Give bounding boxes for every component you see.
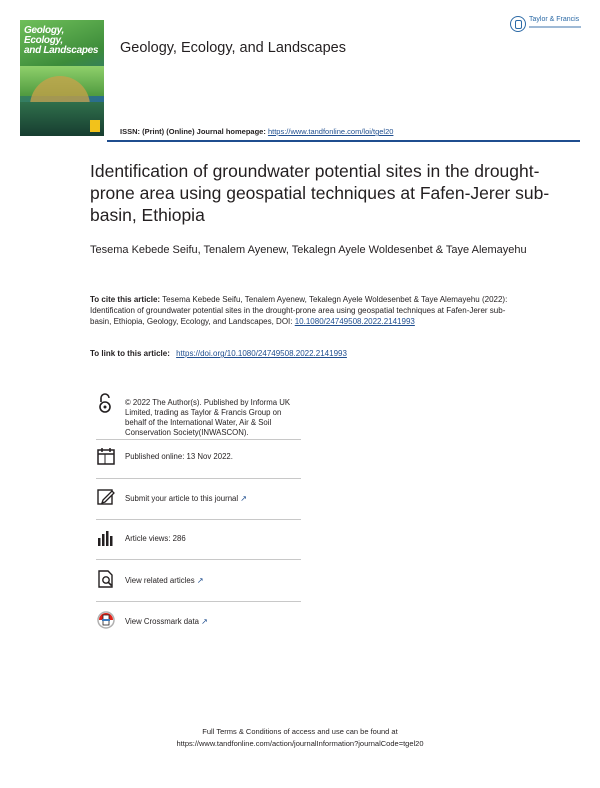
issn-label: ISSN: (Print) (Online) Journal homepage:: [120, 127, 266, 136]
document-search-icon: [96, 569, 116, 589]
open-lock-icon: [96, 393, 116, 413]
citation-label: To cite this article:: [90, 295, 161, 304]
cover-publisher-mark: [90, 120, 100, 132]
article-link-label: To link to this article:: [90, 349, 170, 358]
external-link-icon: ↗: [196, 576, 204, 585]
submit-article-label[interactable]: Submit your article to this journal: [125, 494, 239, 503]
citation-block: [90, 294, 520, 327]
info-divider: [96, 439, 301, 440]
edit-pencil-icon: [96, 487, 116, 507]
article-link-line: [90, 349, 347, 358]
footer-terms-url[interactable]: https://www.tandfonline.com/action/journalInformation?journalCode=tgel20: [176, 739, 424, 748]
taylor-francis-logo: [510, 14, 586, 40]
article-doi-url[interactable]: https://doi.org/10.1080/24749508.2022.2141993: [176, 349, 347, 358]
submit-article-link[interactable]: [125, 494, 247, 504]
article-views: Article views: 286: [125, 534, 186, 543]
info-divider: [96, 559, 301, 560]
info-divider: [96, 478, 301, 479]
crossmark-icon: [96, 610, 116, 630]
cover-title: Geology, Ecology, and Landscapes: [24, 25, 99, 56]
journal-cover-image: [20, 20, 104, 136]
taylor-francis-logo-tagline: [529, 26, 581, 28]
related-articles-label[interactable]: View related articles: [125, 576, 195, 585]
footer: [0, 726, 600, 750]
published-date: Published online: 13 Nov 2022.: [125, 452, 233, 461]
header-rule: [107, 140, 580, 142]
article-authors: Tesema Kebede Seifu, Tenalem Ayenew, Tekalegn Ayele Woldesenbet & Taye Alemayehu: [90, 244, 527, 256]
crossmark-label[interactable]: View Crossmark data: [125, 617, 199, 626]
citation-doi-link[interactable]: 10.1080/24749508.2022.2141993: [294, 317, 415, 326]
bar-chart-icon: [96, 528, 116, 548]
calendar-icon: [96, 446, 116, 466]
related-articles-link[interactable]: [125, 576, 204, 586]
taylor-francis-logo-text: Taylor & Francis: [529, 16, 580, 23]
footer-terms-text: Full Terms & Conditions of access and use can be found at: [202, 727, 398, 736]
citation-text: Tesema Kebede Seifu, Tenalem Ayenew, Tekalegn Ayele Woldesenbet & Taye Alemayehu (2022): Identification of groundwater potential sites in the drought-prone area using geospatial techniques at Fafen-Jerer sub-basin, Ethiopia, Geology, Ecology, and Landscapes, DOI:: [90, 295, 508, 326]
license-statement: © 2022 The Author(s). Published by Informa UK Limited, trading as Taylor & Francis Group on behalf of the International Water, Air & Soil Conservation Society(INWASCON).: [125, 398, 291, 437]
info-divider: [96, 601, 301, 602]
crossmark-link[interactable]: [125, 617, 208, 627]
article-title: Identification of groundwater potential sites in the drought-prone area using geospatial techniques at Fafen-Jerer sub-basin, Ethiopia: [90, 161, 550, 225]
info-divider: [96, 519, 301, 520]
external-link-icon: ↗: [240, 494, 247, 503]
journal-title[interactable]: Geology, Ecology, and Landscapes: [120, 40, 346, 56]
taylor-francis-logo-icon: [510, 16, 526, 32]
journal-homepage-link[interactable]: https://www.tandfonline.com/loi/tgel20: [267, 127, 394, 136]
issn-line: [120, 127, 393, 136]
external-link-icon: ↗: [201, 617, 208, 626]
